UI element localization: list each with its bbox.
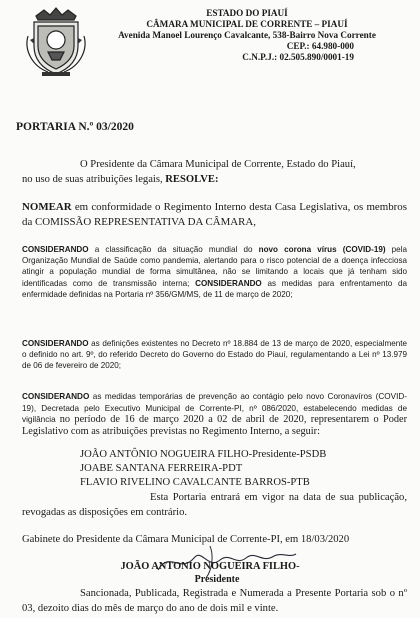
signatory-role: Presidente (194, 574, 240, 585)
closing-paragraph: Sancionada, Publicada, Registrada e Numerada a Presente Portaria sob o nº 03, dezoito dias do mês de março do ano de dois mil e vinte. (22, 588, 407, 614)
municipal-crest-icon (24, 6, 88, 78)
nomear-paragraph: NOMEAR em conformidade o Regimento Interno desta Casa Legislativa, os membros da COMISSÃO REPRESENTATIVA DA CÂMARA, (22, 201, 407, 228)
considerando-covid-paragraph: CONSIDERANDO a classificação da situação mundial do novo corona vírus (COVID-19) pela Organização Mundial de Saúde como pandemia, alertando para o risco potencial de a doença infecciosa atingir a população mundial de forma simultânea, não se limitando a locais que já tenham sido identificadas como de transmissão interna; CONSIDERANDO as medidas para enfrentamento da enfermidade definidas na Portaria nº 356/GM/MS, de 11 de março de 2020; (22, 245, 407, 299)
member-item: JOABE SANTANA FERREIRA-PDT (80, 463, 243, 474)
considerando-medidas-paragraph: CONSIDERANDO as medidas temporárias de prevenção ao contágio pelo novo Coronavíros (COVID-19), Decretada pelo Executivo Municipal de Corrente-PI, nº 086/2020, estabelecendo medidas de vigilância no período de 16 de março 2020 a 02 de abril de 2020, representarem o Poder Legislativo com as atribuições previstas no Regimento Interno, a seguir: (22, 392, 408, 438)
header-state: ESTADO DO PIAUÍ (206, 8, 288, 18)
header-address: Avenida Manoel Lourenço Cavalcante, 538-Bairro Nova Corrente (118, 30, 376, 40)
considerando-decreto-paragraph: CONSIDERANDO as definições existentes no Decreto nº 18.884 de 13 de março de 2020, especialmente o definido no art. 9º, do referido Decreto do Governo do Estado do Piauí, regulamentando a Lei nº 13.979 de 06 de fevereiro de 2020; (22, 339, 407, 371)
intro-line-2: no uso de suas atribuições legais, RESOLVE: (22, 173, 219, 185)
intro-line-1: O Presidente da Câmara Municipal de Corrente, Estado do Piauí, (80, 159, 356, 170)
intro-paragraph (22, 158, 407, 187)
member-item: FLAVIO RIVELINO CAVALCANTE BARROS-PTB (80, 477, 310, 488)
vigor-paragraph: Esta Portaria entrará em vigor na data de sua publicação, revogadas as disposições em contrário. (22, 492, 407, 518)
header-cnpj: C.N.P.J.: 02.505.890/0001-19 (242, 52, 354, 62)
nomear-keyword: NOMEAR (22, 201, 72, 213)
header-cep: CEP.: 64.980-000 (286, 41, 354, 51)
letterhead (82, 8, 412, 63)
header-chamber: CÂMARA MUNICIPAL DE CORRENTE – PIAUÍ (146, 19, 348, 29)
gabinete-line: Gabinete do Presidente da Câmara Municipal de Corrente-PI, em 18/03/2020 (22, 534, 350, 545)
member-item: JOÃO ANTÔNIO NOGUEIRA FILHO-Presidente-PSDB (80, 449, 327, 460)
document-title: PORTARIA N.º 03/2020 (16, 121, 134, 133)
signatory-name: JOÃO ANTONIO NOGUEIRA FILHO- (120, 561, 300, 572)
commission-members-list (80, 448, 326, 490)
